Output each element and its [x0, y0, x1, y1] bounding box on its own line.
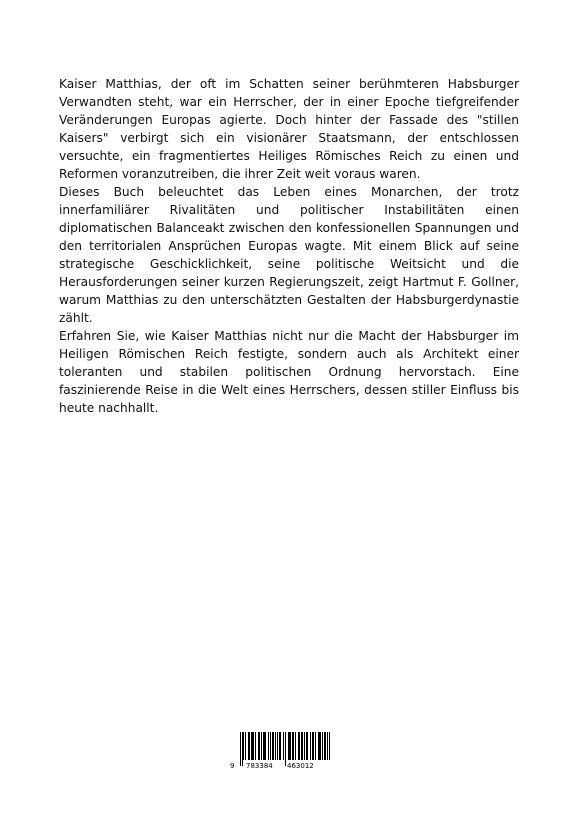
barcode-bar [299, 732, 300, 760]
barcode-bar [285, 732, 286, 766]
barcode-bar [275, 732, 276, 760]
barcode-bar [255, 732, 256, 760]
barcode-bar [318, 732, 319, 760]
barcode-bar [310, 732, 311, 760]
barcode-bar [240, 732, 241, 766]
barcode-bar [273, 732, 274, 760]
blurb-paragraph-1: Kaiser Matthias, der oft im Schatten seiner berühmteren Habsburger Verwandten steht, war ein Herrscher, der in einer Epoche tiefgreifender Veränderungen Europas agierte. Doch hinter der Fassade des "stillen Kaisers" verbirgt sich ein visionärer Staatsmann, der entschlossen versuchte, ein fragmentiertes Heiliges Römisches Reich zu einen und Reformen voranzutreiben, die ihrer Zeit weit voraus waren. [59, 77, 519, 181]
barcode-bar [245, 732, 246, 760]
barcode-bar [277, 732, 278, 760]
isbn-barcode [230, 732, 340, 774]
barcode-bar [253, 732, 254, 760]
barcode-bar [265, 732, 266, 760]
barcode-bar [272, 732, 273, 760]
barcode-bar [248, 732, 249, 760]
barcode-bar [325, 732, 326, 760]
barcode-left-digits: 783384 [246, 762, 273, 770]
barcode-bar [292, 732, 293, 760]
barcode-bar [329, 732, 330, 760]
barcode-bar [264, 732, 265, 760]
barcode-bar [320, 732, 321, 760]
barcode-bar [327, 732, 328, 760]
blurb-text [59, 75, 519, 417]
barcode-bar [306, 732, 307, 760]
barcode-bar [301, 732, 302, 760]
barcode-bar [302, 732, 303, 760]
barcode-bar [312, 732, 313, 760]
barcode-bar [298, 732, 299, 760]
barcode-bar [289, 732, 290, 760]
barcode-bar [270, 732, 271, 760]
barcode-first-digit: 9 [230, 762, 235, 770]
barcode-bar [293, 732, 294, 760]
barcode-bar [252, 732, 253, 760]
barcode-bar [319, 732, 320, 760]
blurb-paragraph-2: Dieses Buch beleuchtet das Leben eines Monarchen, der trotz innerfamiliärer Rivalitäten und politischer Instabilitäten einen diplomatischen Balanceakt zwischen den konfessionellen Spannungen und den territorialen Ansprüchen Europas wagte. Mit einem Blick auf seine strategische Geschicklichkeit, seine politische Weitsicht und die Herausforderungen seiner kurzen Regierungszeit, zeigt Hartmut F. Gollner, warum Matthias zu den unterschätzten Gestalten der Habsburgerdynastie zählt. [59, 185, 519, 325]
barcode-bar [283, 732, 284, 760]
barcode-bar [242, 732, 243, 766]
barcode-bar [249, 732, 250, 760]
blurb-paragraph-3: Erfahren Sie, wie Kaiser Matthias nicht nur die Macht der Habsburger im Heiligen Römischen Reich festigte, sondern auch als Architekt einer toleranten und stabilen politischen Ordnung hervorstach. Eine faszinierende Reise in die Welt eines Herrschers, dessen stiller Einfluss bis heute nachhallt. [59, 329, 519, 415]
barcode-bar [315, 732, 316, 760]
barcode-bar [288, 732, 289, 760]
barcode-bar [290, 732, 291, 760]
barcode-bar [263, 732, 264, 760]
barcode-bar [259, 732, 260, 760]
barcode-bar [324, 732, 325, 760]
barcode-right-digits: 463012 [287, 762, 314, 770]
barcode-bar [280, 732, 281, 760]
barcode-bar [313, 732, 314, 760]
barcode-bar [279, 732, 280, 760]
barcode-bar [295, 732, 296, 760]
barcode-bar [251, 732, 252, 760]
barcode-bars [240, 732, 336, 766]
barcode-bar [322, 732, 323, 760]
barcode-bar [304, 732, 305, 760]
barcode-bar [268, 732, 269, 760]
barcode-bar [261, 732, 262, 760]
barcode-bar [307, 732, 308, 760]
barcode-bar [258, 732, 259, 760]
barcode-bar [243, 732, 244, 760]
